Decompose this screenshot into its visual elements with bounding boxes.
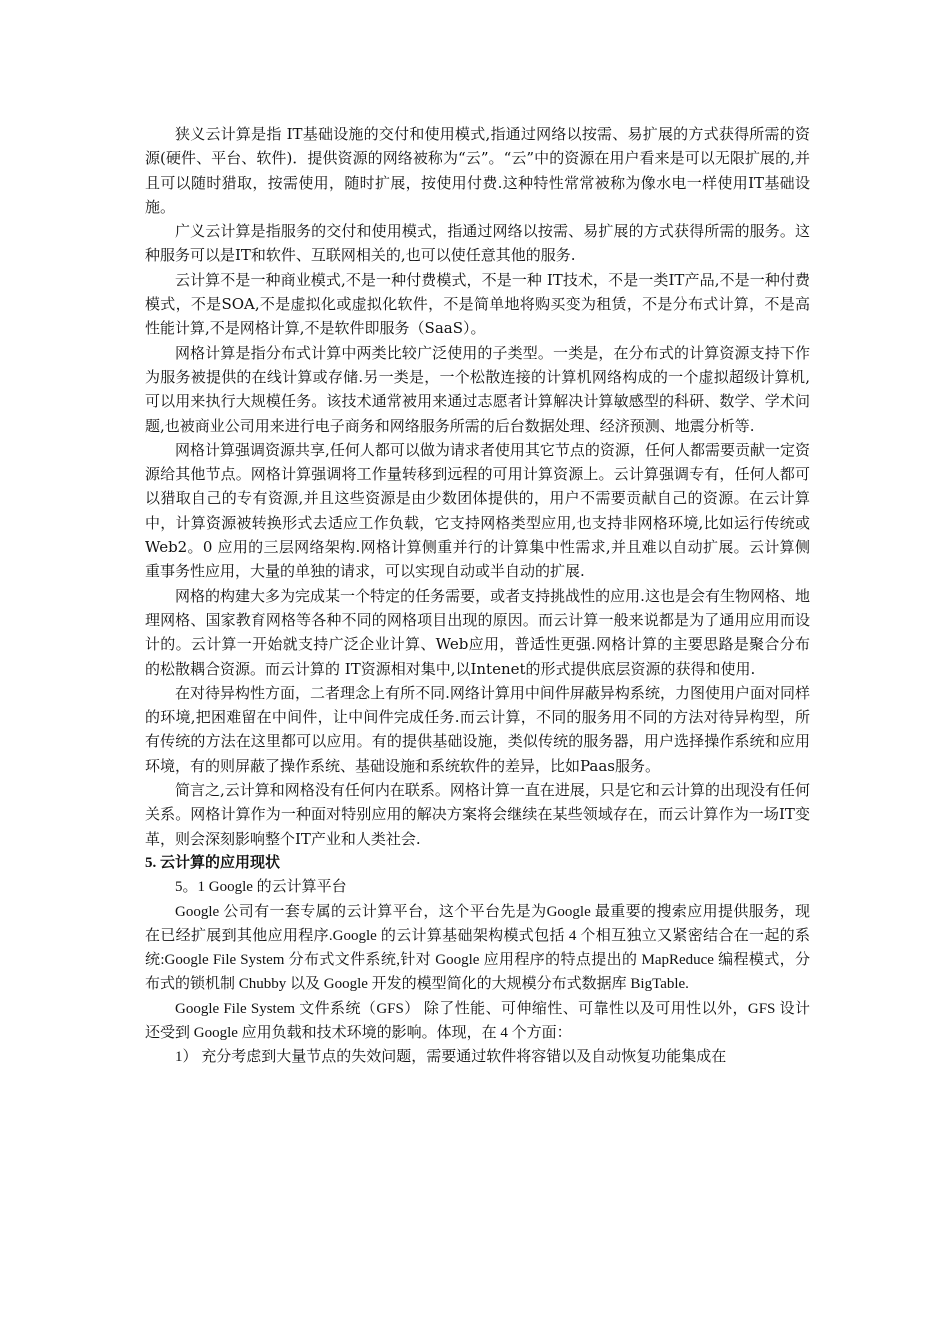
paragraph-grid-computing-definition: 网格计算是指分布式计算中两类比较广泛使用的子类型。一类是，在分布式的计算资源支持下作为服务被提供的在线计算或存储.另一类是，一个松散连接的计算机网络构成的一个虚拟超级计算机,可以用来执行大规模任务。该技术通常被用来通过志愿者计算解决计算敏感型的科研、数学、学术问题,也被商业公司用来进行电子商务和网络服务所需的后台数据处理、经济预测、地震分析等. <box>145 343 810 435</box>
paragraph-heterogeneity: 在对待异构性方面，二者理念上有所不同.网络计算用中间件屏蔽异构系统，力图使用户面对同样的环境,把困难留在中间件，让中间件完成任务.而云计算，不同的服务用不同的方法对待异构型，所有传统的方法在这里都可以应用。有的提供基础设施，类似传统的服务器，用户选择操作系统和应用环境，有的则屏蔽了操作系统、基础设施和系统软件的差异，比如Paas服务。 <box>145 683 810 775</box>
paragraph-grid-vs-cloud-resources: 网格计算强调资源共享,任何人都可以做为请求者使用其它节点的资源，任何人都需要贡献一定资源给其他节点。网格计算强调将工作量转移到远程的可用计算资源上。云计算强调专有，任何人都可以猎取自己的专有资源,并且这些资源是由少数团体提供的，用户不需要贡献自己的资源。在云计算中，计算资源被转换形式去适应工作负载，它支持网格类型应用,也支持非网格环境,比如运行传统或 Web2。0 应用的三层网络架构.网格计算侧重并行的计算集中性需求,并且难以自动扩展。云计算侧重事务性应用，大量的单独的请求，可以实现自动或半自动的扩展. <box>145 440 810 581</box>
document-page <box>145 122 810 1070</box>
paragraph-summary: 简言之,云计算和网格没有任何内在联系。网格计算一直在进展，只是它和云计算的出现没有任何关系。网格计算作为一种面对特别应用的解决方案将会继续在某些领域存在，而云计算作为一场IT变革，则会深刻影响整个IT产业和人类社会. <box>145 781 810 848</box>
paragraph-broad-cloud-definition: 广义云计算是指服务的交付和使用模式，指通过网络以按需、易扩展的方式获得所需的服务。这种服务可以是IT和软件、互联网相关的,也可以使任意其他的服务. <box>145 222 810 265</box>
paragraph-google-platform: Google 公司有一套专属的云计算平台，这个平台先是为Google 最重要的搜索应用提供服务，现在已经扩展到其他应用程序.Google 的云计算基础架构模式包括 4 个相互独立又紧密结合在一起的系统:Google File System 分布式文件系统,针对 Google 应用程序的特点提出的 MapReduce 编程模式，分布式的锁机制 Chubby 以及 Google 开发的模型简化的大规模分布式数据库 BigTable. <box>145 903 810 993</box>
paragraph-gfs: Google File System 文件系统（GFS） 除了性能、可伸缩性、可靠性以及可用性以外，GFS 设计还受到 Google 应用负载和技术环境的影响。体现，在 4 个方面： <box>145 1000 810 1041</box>
paragraph-what-cloud-is-not: 云计算不是一种商业模式,不是一种付费模式，不是一种 IT技术，不是一类IT产品,不是一种付费模式，不是SOA,不是虚拟化或虚拟化软件，不是简单地将购买变为租赁，不是分布式计算，不是高性能计算,不是网格计算,不是软件即服务（SaaS）。 <box>145 270 810 338</box>
paragraph-narrow-cloud-definition: 狭义云计算是指 IT基础设施的交付和使用模式,指通过网络以按需、易扩展的方式获得所需的资源(硬件、平台、软件)．提供资源的网络被称为“云”。“云”中的资源在用户看来是可以无限扩展的,并且可以随时猎取，按需使用，随时扩展，按使用付费.这种特性常常被称为像水电一样使用IT基础设施。 <box>145 125 810 216</box>
paragraph-grid-construction: 网格的构建大多为完成某一个特定的任务需要，或者支持挑战性的应用.这也是会有生物网格、地理网格、国家教育网格等各种不同的网格项目出现的原因。而云计算一般来说都是为了通用应用而设计的。云计算一开始就支持广泛企业计算、Web应用，普适性更强.网格计算的主要思路是聚合分布的松散耦合资源。而云计算的 IT资源相对集中,以Intenet的形式提供底层资源的获得和使用. <box>145 586 810 678</box>
section-heading: 5. 云计算的应用现状 <box>145 854 281 871</box>
list-item-1: 1） 充分考虑到大量节点的失效问题，需要通过软件将容错以及自动恢复功能集成在 <box>175 1049 727 1066</box>
subsection-heading: 5。1 Google 的云计算平台 <box>175 879 347 896</box>
